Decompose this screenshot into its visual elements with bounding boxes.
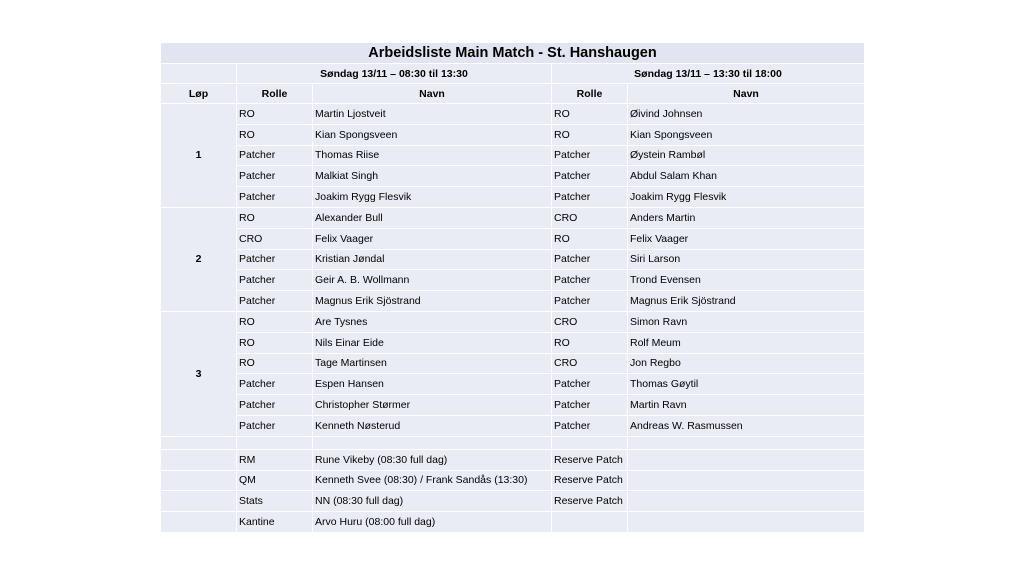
extra-blank-cell — [628, 512, 865, 533]
blank-cell — [161, 470, 237, 491]
blank-cell — [313, 436, 552, 449]
table-row — [161, 353, 865, 374]
blank-cell — [161, 64, 237, 84]
navn-1-cell: Malkiat Singh — [313, 166, 552, 187]
navn-1-cell: Felix Vaager — [313, 228, 552, 249]
rolle-2-cell: Patcher — [552, 374, 628, 395]
navn-2-cell: Thomas Gøytil — [628, 374, 865, 395]
blank-cell — [161, 512, 237, 533]
title-row — [161, 43, 865, 64]
shift-2-label: Søndag 13/11 – 13:30 til 18:00 — [552, 64, 865, 84]
extra-name-cell: Arvo Huru (08:00 full dag) — [313, 512, 552, 533]
navn-2-cell: Simon Ravn — [628, 311, 865, 332]
navn-1-cell: Are Tysnes — [313, 311, 552, 332]
table-row — [161, 311, 865, 332]
navn-2-cell: Martin Ravn — [628, 395, 865, 416]
extra-role-cell: Kantine — [237, 512, 313, 533]
navn-1-cell: Alexander Bull — [313, 207, 552, 228]
rolle-1-cell: RO — [237, 104, 313, 125]
rolle-1-cell: Patcher — [237, 145, 313, 166]
extra-role-cell: RM — [237, 449, 313, 470]
extra-name-cell: NN (08:30 full dag) — [313, 491, 552, 512]
extra-reserve-cell: Reserve Patch — [552, 491, 628, 512]
extra-row — [161, 491, 865, 512]
lop-number: 1 — [161, 104, 237, 208]
table-row — [161, 104, 865, 125]
table-row — [161, 249, 865, 270]
table-row — [161, 395, 865, 416]
extra-blank-cell — [628, 470, 865, 491]
navn-1-cell: Kristian Jøndal — [313, 249, 552, 270]
table-row — [161, 207, 865, 228]
table-row — [161, 228, 865, 249]
rolle-1-cell: Patcher — [237, 395, 313, 416]
navn-1-cell: Martin Ljostveit — [313, 104, 552, 125]
navn-2-cell: Anders Martin — [628, 207, 865, 228]
navn-1-cell: Kian Spongsveen — [313, 124, 552, 145]
navn-1-cell: Kenneth Nøsterud — [313, 415, 552, 436]
shift-row — [161, 64, 865, 84]
rolle-1-cell: Patcher — [237, 415, 313, 436]
work-schedule-table — [160, 42, 865, 533]
spacer-row — [161, 436, 865, 449]
navn-2-cell: Rolf Meum — [628, 332, 865, 353]
extra-blank-cell — [628, 491, 865, 512]
table-row — [161, 374, 865, 395]
extra-role-cell: QM — [237, 470, 313, 491]
table-row — [161, 145, 865, 166]
header-lop: Løp — [161, 84, 237, 104]
navn-1-cell: Tage Martinsen — [313, 353, 552, 374]
navn-1-cell: Nils Einar Eide — [313, 332, 552, 353]
blank-cell — [237, 436, 313, 449]
extra-row — [161, 470, 865, 491]
rolle-2-cell: CRO — [552, 353, 628, 374]
navn-1-cell: Thomas Riise — [313, 145, 552, 166]
navn-2-cell: Kian Spongsveen — [628, 124, 865, 145]
rolle-1-cell: RO — [237, 207, 313, 228]
rolle-1-cell: RO — [237, 353, 313, 374]
navn-1-cell: Espen Hansen — [313, 374, 552, 395]
rolle-1-cell: Patcher — [237, 291, 313, 312]
rolle-2-cell: RO — [552, 104, 628, 125]
extra-reserve-cell: Reserve Patch — [552, 470, 628, 491]
extra-role-cell: Stats — [237, 491, 313, 512]
extra-row — [161, 512, 865, 533]
table-row — [161, 124, 865, 145]
navn-2-cell: Abdul Salam Khan — [628, 166, 865, 187]
extra-blank-cell — [628, 449, 865, 470]
navn-2-cell: Siri Larson — [628, 249, 865, 270]
table-row — [161, 270, 865, 291]
table-row — [161, 291, 865, 312]
navn-1-cell: Magnus Erik Sjöstrand — [313, 291, 552, 312]
extra-reserve-cell: Reserve Patch — [552, 449, 628, 470]
navn-2-cell: Øystein Rambøl — [628, 145, 865, 166]
rolle-1-cell: RO — [237, 311, 313, 332]
navn-2-cell: Joakim Rygg Flesvik — [628, 187, 865, 208]
lop-number: 3 — [161, 311, 237, 436]
navn-2-cell: Jon Regbo — [628, 353, 865, 374]
rolle-1-cell: RO — [237, 332, 313, 353]
rolle-2-cell: Patcher — [552, 187, 628, 208]
extra-reserve-cell — [552, 512, 628, 533]
rolle-1-cell: Patcher — [237, 187, 313, 208]
table-row — [161, 332, 865, 353]
shift-1-label: Søndag 13/11 – 08:30 til 13:30 — [237, 64, 552, 84]
rolle-2-cell: Patcher — [552, 249, 628, 270]
rolle-1-cell: Patcher — [237, 374, 313, 395]
rolle-2-cell: CRO — [552, 311, 628, 332]
header-rolle-1: Rolle — [237, 84, 313, 104]
navn-1-cell: Geir A. B. Wollmann — [313, 270, 552, 291]
rolle-2-cell: Patcher — [552, 166, 628, 187]
header-navn-2: Navn — [628, 84, 865, 104]
table-row — [161, 187, 865, 208]
rolle-1-cell: CRO — [237, 228, 313, 249]
extra-name-cell: Rune Vikeby (08:30 full dag) — [313, 449, 552, 470]
rolle-1-cell: Patcher — [237, 270, 313, 291]
lop-number: 2 — [161, 207, 237, 311]
table-row — [161, 166, 865, 187]
rolle-1-cell: RO — [237, 124, 313, 145]
header-row — [161, 84, 865, 104]
extra-name-cell: Kenneth Svee (08:30) / Frank Sandås (13:30) — [313, 470, 552, 491]
sheet-title: Arbeidsliste Main Match - St. Hanshaugen — [161, 43, 865, 64]
worksheet — [160, 42, 864, 533]
blank-cell — [161, 491, 237, 512]
rolle-2-cell: Patcher — [552, 415, 628, 436]
table-row — [161, 415, 865, 436]
rolle-2-cell: RO — [552, 332, 628, 353]
rolle-2-cell: Patcher — [552, 145, 628, 166]
rolle-2-cell: Patcher — [552, 395, 628, 416]
rolle-2-cell: RO — [552, 228, 628, 249]
rolle-1-cell: Patcher — [237, 249, 313, 270]
navn-2-cell: Øivind Johnsen — [628, 104, 865, 125]
navn-2-cell: Magnus Erik Sjöstrand — [628, 291, 865, 312]
navn-2-cell: Felix Vaager — [628, 228, 865, 249]
rolle-2-cell: CRO — [552, 207, 628, 228]
rolle-1-cell: Patcher — [237, 166, 313, 187]
blank-cell — [161, 436, 237, 449]
header-navn-1: Navn — [313, 84, 552, 104]
navn-1-cell: Christopher Størmer — [313, 395, 552, 416]
rolle-2-cell: Patcher — [552, 270, 628, 291]
rolle-2-cell: RO — [552, 124, 628, 145]
blank-cell — [552, 436, 628, 449]
blank-cell — [161, 449, 237, 470]
navn-1-cell: Joakim Rygg Flesvik — [313, 187, 552, 208]
extra-row — [161, 449, 865, 470]
rolle-2-cell: Patcher — [552, 291, 628, 312]
header-rolle-2: Rolle — [552, 84, 628, 104]
blank-cell — [628, 436, 865, 449]
navn-2-cell: Andreas W. Rasmussen — [628, 415, 865, 436]
navn-2-cell: Trond Evensen — [628, 270, 865, 291]
